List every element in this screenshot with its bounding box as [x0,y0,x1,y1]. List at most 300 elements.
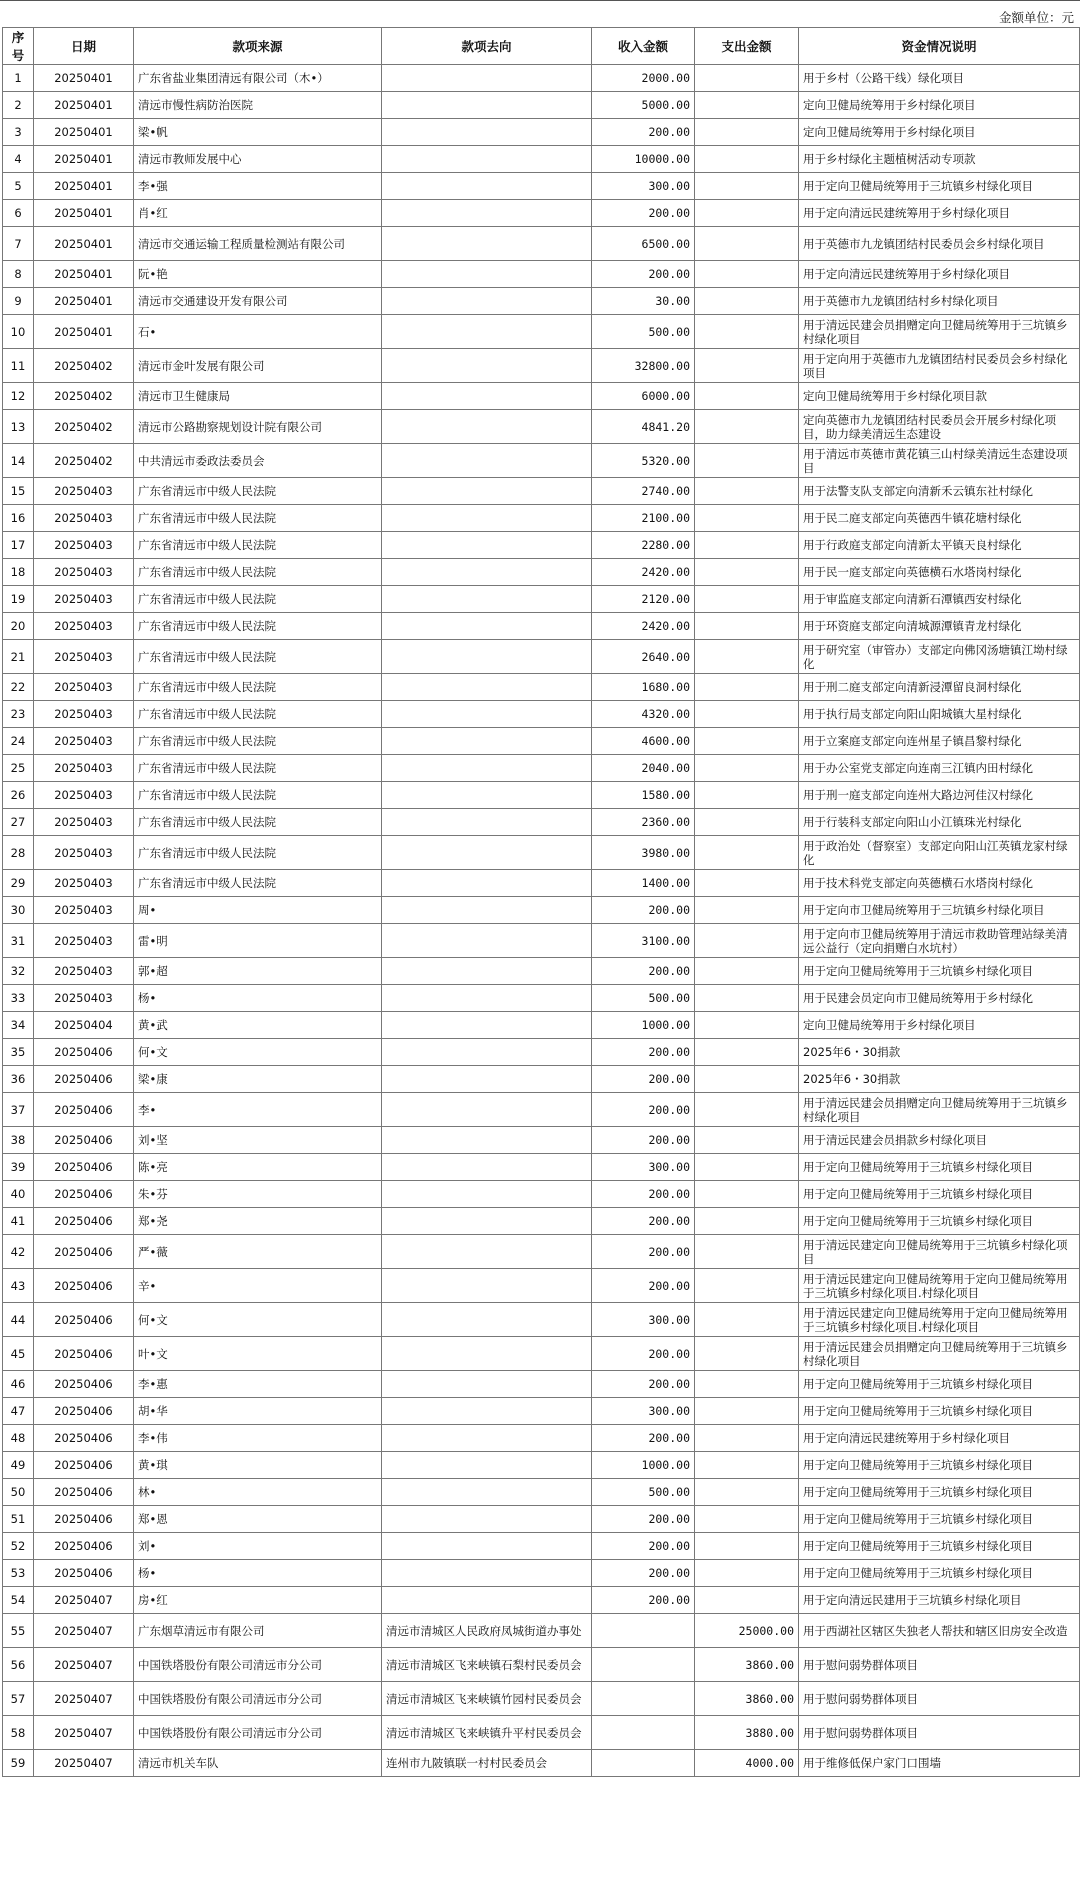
cell-description: 用于英德市九龙镇团结村乡村绿化项目 [799,288,1080,315]
cell-destination [382,701,592,728]
table-row [3,1093,1080,1127]
cell-description: 定向卫健局统筹用于乡村绿化项目 [799,1012,1080,1039]
cell-income: 200.00 [592,1337,695,1371]
cell-description: 用于定向卫健局统筹用于三坑镇乡村绿化项目 [799,1154,1080,1181]
cell-destination [382,1093,592,1127]
table-row [3,1066,1080,1093]
cell-expense [695,315,799,349]
cell-seq: 38 [3,1127,34,1154]
cell-source: 何•文 [134,1303,382,1337]
cell-seq: 59 [3,1750,34,1777]
cell-date: 20250406 [34,1154,134,1181]
cell-source: 广东烟草清远市有限公司 [134,1614,382,1648]
cell-destination [382,728,592,755]
cell-date: 20250407 [34,1750,134,1777]
cell-destination [382,65,592,92]
cell-expense [695,559,799,586]
table-row [3,1235,1080,1269]
cell-expense [695,1127,799,1154]
table-row [3,836,1080,870]
table-row [3,985,1080,1012]
cell-destination [382,559,592,586]
cell-seq: 5 [3,173,34,200]
cell-destination [382,1425,592,1452]
cell-description: 用于定向卫健局统筹用于三坑镇乡村绿化项目 [799,173,1080,200]
cell-income: 6500.00 [592,227,695,261]
cell-seq: 26 [3,782,34,809]
cell-destination [382,119,592,146]
cell-expense [695,1066,799,1093]
cell-destination [382,315,592,349]
cell-expense [695,119,799,146]
cell-destination [382,1039,592,1066]
cell-description: 用于乡村绿化主题植树活动专项款 [799,146,1080,173]
cell-expense: 3860.00 [695,1648,799,1682]
cell-destination [382,1012,592,1039]
cell-expense [695,532,799,559]
cell-destination: 清远市清城区飞来峡镇石梨村民委员会 [382,1648,592,1682]
header-source: 款项来源 [134,28,382,65]
cell-description: 用于刑一庭支部定向连州大路边河佳汉村绿化 [799,782,1080,809]
cell-expense [695,1337,799,1371]
cell-description: 用于技术科党支部定向英德横石水塔岗村绿化 [799,870,1080,897]
cell-income: 1000.00 [592,1012,695,1039]
cell-expense: 3880.00 [695,1716,799,1750]
cell-destination [382,92,592,119]
cell-source: 清远市教师发展中心 [134,146,382,173]
table-row [3,613,1080,640]
cell-seq: 12 [3,383,34,410]
cell-description: 用于定向清远民建统筹用于乡村绿化项目 [799,1425,1080,1452]
cell-seq: 28 [3,836,34,870]
table-row [3,559,1080,586]
cell-date: 20250403 [34,478,134,505]
cell-description: 用于行装科支部定向阳山小江镇珠光村绿化 [799,809,1080,836]
cell-seq: 35 [3,1039,34,1066]
cell-source: 肖•红 [134,200,382,227]
cell-date: 20250406 [34,1479,134,1506]
cell-description: 用于政治处（督察室）支部定向阳山江英镇龙家村绿化 [799,836,1080,870]
cell-date: 20250402 [34,410,134,444]
cell-date: 20250406 [34,1452,134,1479]
table-row [3,227,1080,261]
cell-expense [695,410,799,444]
cell-expense [695,444,799,478]
cell-income: 300.00 [592,1154,695,1181]
cell-date: 20250406 [34,1127,134,1154]
table-row [3,1039,1080,1066]
cell-destination [382,349,592,383]
cell-date: 20250403 [34,640,134,674]
cell-seq: 37 [3,1093,34,1127]
cell-description: 用于慰问弱势群体项目 [799,1716,1080,1750]
cell-expense [695,640,799,674]
cell-income: 2280.00 [592,532,695,559]
cell-income [592,1648,695,1682]
cell-seq: 54 [3,1587,34,1614]
table-row [3,1587,1080,1614]
cell-seq: 46 [3,1371,34,1398]
cell-date: 20250402 [34,349,134,383]
table-row [3,1303,1080,1337]
cell-source: 广东省清远市中级人民法院 [134,701,382,728]
cell-expense [695,870,799,897]
cell-date: 20250401 [34,315,134,349]
table-row [3,1560,1080,1587]
cell-date: 20250401 [34,65,134,92]
table-row [3,532,1080,559]
cell-date: 20250403 [34,674,134,701]
cell-expense [695,1506,799,1533]
cell-date: 20250403 [34,809,134,836]
cell-date: 20250402 [34,383,134,410]
cell-source: 郑•恩 [134,1506,382,1533]
cell-income: 200.00 [592,1560,695,1587]
cell-source: 房•红 [134,1587,382,1614]
cell-expense [695,505,799,532]
cell-income: 1680.00 [592,674,695,701]
cell-seq: 18 [3,559,34,586]
cell-seq: 19 [3,586,34,613]
cell-source: 胡•华 [134,1398,382,1425]
cell-description: 用于定向卫健局统筹用于三坑镇乡村绿化项目 [799,1533,1080,1560]
table-row [3,65,1080,92]
cell-income: 200.00 [592,1127,695,1154]
cell-expense [695,782,799,809]
cell-source: 李•强 [134,173,382,200]
cell-description: 用于清远民建定向卫健局统筹用于定向卫健局统筹用于三坑镇乡村绿化项目.村绿化项目 [799,1269,1080,1303]
cell-source: 广东省清远市中级人民法院 [134,782,382,809]
cell-description: 用于维修低保户家门口围墙 [799,1750,1080,1777]
cell-seq: 6 [3,200,34,227]
cell-description: 用于定向卫健局统筹用于三坑镇乡村绿化项目 [799,1506,1080,1533]
cell-date: 20250403 [34,586,134,613]
cell-description: 用于执行局支部定向阳山阳城镇大星村绿化 [799,701,1080,728]
cell-date: 20250403 [34,836,134,870]
table-row [3,782,1080,809]
cell-date: 20250401 [34,261,134,288]
cell-expense [695,985,799,1012]
cell-destination [382,532,592,559]
table-row [3,505,1080,532]
table-row [3,1127,1080,1154]
table-row [3,1750,1080,1777]
cell-date: 20250403 [34,870,134,897]
cell-destination [382,1398,592,1425]
cell-seq: 39 [3,1154,34,1181]
cell-source: 石• [134,315,382,349]
cell-income: 200.00 [592,1039,695,1066]
cell-source: 郭•超 [134,958,382,985]
cell-description: 用于定向清远民建统筹用于乡村绿化项目 [799,200,1080,227]
table-row [3,1648,1080,1682]
cell-destination [382,1303,592,1337]
cell-destination [382,870,592,897]
cell-source: 广东省清远市中级人民法院 [134,505,382,532]
cell-expense [695,349,799,383]
cell-destination: 清远市清城区人民政府凤城街道办事处 [382,1614,592,1648]
cell-seq: 10 [3,315,34,349]
cell-date: 20250406 [34,1560,134,1587]
cell-description: 用于定向卫健局统筹用于三坑镇乡村绿化项目 [799,1181,1080,1208]
cell-description: 用于行政庭支部定向清新太平镇天良村绿化 [799,532,1080,559]
table-row [3,119,1080,146]
cell-description: 定向英德市九龙镇团结村民委员会开展乡村绿化项目，助力绿美清远生态建设 [799,410,1080,444]
cell-source: 刘• [134,1533,382,1560]
cell-income: 3100.00 [592,924,695,958]
cell-destination [382,227,592,261]
cell-expense [695,897,799,924]
cell-income: 200.00 [592,261,695,288]
cell-expense [695,674,799,701]
cell-description: 用于定向卫健局统筹用于三坑镇乡村绿化项目 [799,1452,1080,1479]
cell-date: 20250403 [34,897,134,924]
cell-date: 20250406 [34,1235,134,1269]
cell-source: 杨• [134,985,382,1012]
cell-seq: 31 [3,924,34,958]
cell-source: 陈•亮 [134,1154,382,1181]
table-row [3,924,1080,958]
cell-expense [695,809,799,836]
cell-income: 500.00 [592,315,695,349]
table-row [3,1154,1080,1181]
cell-expense [695,1398,799,1425]
table-row [3,1614,1080,1648]
cell-source: 梁•康 [134,1066,382,1093]
cell-expense [695,958,799,985]
cell-income: 200.00 [592,1587,695,1614]
cell-seq: 40 [3,1181,34,1208]
table-row [3,640,1080,674]
cell-expense [695,1587,799,1614]
cell-date: 20250406 [34,1269,134,1303]
cell-destination [382,782,592,809]
cell-income: 4841.20 [592,410,695,444]
cell-source: 清远市金叶发展有限公司 [134,349,382,383]
cell-source: 广东省清远市中级人民法院 [134,755,382,782]
cell-date: 20250403 [34,924,134,958]
cell-date: 20250406 [34,1039,134,1066]
cell-income: 4320.00 [592,701,695,728]
cell-destination [382,261,592,288]
cell-description: 用于清远民建会员捐赠定向卫健局统筹用于三坑镇乡村绿化项目 [799,315,1080,349]
cell-income: 3980.00 [592,836,695,870]
cell-seq: 4 [3,146,34,173]
cell-source: 周• [134,897,382,924]
table-row [3,349,1080,383]
cell-description: 用于刑二庭支部定向清新浸潭留良洞村绿化 [799,674,1080,701]
cell-expense [695,92,799,119]
cell-seq: 47 [3,1398,34,1425]
cell-destination [382,924,592,958]
table-row [3,870,1080,897]
cell-date: 20250403 [34,755,134,782]
table-row [3,173,1080,200]
cell-destination [382,674,592,701]
table-row [3,1269,1080,1303]
cell-expense [695,1303,799,1337]
cell-income: 4600.00 [592,728,695,755]
cell-source: 广东省清远市中级人民法院 [134,586,382,613]
cell-date: 20250407 [34,1648,134,1682]
cell-date: 20250403 [34,958,134,985]
cell-date: 20250404 [34,1012,134,1039]
cell-income: 5320.00 [592,444,695,478]
cell-destination [382,444,592,478]
table-row [3,146,1080,173]
cell-source: 中国铁塔股份有限公司清远市分公司 [134,1716,382,1750]
cell-seq: 21 [3,640,34,674]
cell-source: 清远市卫生健康局 [134,383,382,410]
cell-seq: 25 [3,755,34,782]
cell-date: 20250406 [34,1093,134,1127]
cell-income: 6000.00 [592,383,695,410]
cell-source: 朱•芬 [134,1181,382,1208]
cell-source: 刘•坚 [134,1127,382,1154]
cell-destination [382,1452,592,1479]
cell-destination [382,958,592,985]
cell-source: 广东省清远市中级人民法院 [134,728,382,755]
cell-income: 2000.00 [592,65,695,92]
cell-expense [695,755,799,782]
cell-income: 2100.00 [592,505,695,532]
cell-description: 用于清远民建会员捐赠定向卫健局统筹用于三坑镇乡村绿化项目 [799,1093,1080,1127]
cell-destination [382,383,592,410]
cell-income [592,1750,695,1777]
cell-seq: 50 [3,1479,34,1506]
table-row [3,1181,1080,1208]
cell-destination [382,985,592,1012]
cell-expense [695,65,799,92]
cell-destination [382,897,592,924]
cell-description: 用于定向卫健局统筹用于三坑镇乡村绿化项目 [799,1371,1080,1398]
table-row [3,1371,1080,1398]
cell-expense [695,288,799,315]
cell-date: 20250403 [34,728,134,755]
cell-expense [695,200,799,227]
cell-description: 用于定向卫健局统筹用于三坑镇乡村绿化项目 [799,1208,1080,1235]
cell-seq: 27 [3,809,34,836]
cell-seq: 36 [3,1066,34,1093]
cell-description: 用于研究室（审管办）支部定向佛冈汤塘镇江坳村绿化 [799,640,1080,674]
header-income: 收入金额 [592,28,695,65]
table-row [3,261,1080,288]
cell-description: 用于民建会员定向市卫健局统筹用于乡村绿化 [799,985,1080,1012]
cell-description: 用于环资庭支部定向清城源潭镇青龙村绿化 [799,613,1080,640]
cell-destination [382,288,592,315]
cell-date: 20250406 [34,1371,134,1398]
cell-description: 用于审监庭支部定向清新石潭镇西安村绿化 [799,586,1080,613]
cell-description: 用于慰问弱势群体项目 [799,1682,1080,1716]
table-body [3,65,1080,1777]
cell-date: 20250403 [34,701,134,728]
cell-destination [382,1560,592,1587]
cell-expense: 3860.00 [695,1682,799,1716]
cell-income: 5000.00 [592,92,695,119]
cell-expense [695,1208,799,1235]
cell-expense [695,1154,799,1181]
cell-seq: 32 [3,958,34,985]
cell-income: 2420.00 [592,613,695,640]
cell-expense [695,836,799,870]
cell-expense [695,227,799,261]
cell-destination [382,613,592,640]
cell-date: 20250403 [34,505,134,532]
cell-description: 用于定向卫健局统筹用于三坑镇乡村绿化项目 [799,958,1080,985]
cell-source: 黄•琪 [134,1452,382,1479]
table-row [3,1337,1080,1371]
cell-income: 500.00 [592,985,695,1012]
cell-income: 200.00 [592,1066,695,1093]
cell-destination [382,1154,592,1181]
cell-seq: 58 [3,1716,34,1750]
cell-seq: 17 [3,532,34,559]
cell-destination [382,586,592,613]
cell-income: 2120.00 [592,586,695,613]
table-row [3,1012,1080,1039]
cell-source: 李•伟 [134,1425,382,1452]
cell-expense [695,1235,799,1269]
cell-income: 200.00 [592,119,695,146]
header-expense: 支出金额 [695,28,799,65]
cell-source: 中共清远市委政法委员会 [134,444,382,478]
cell-description: 用于清远民建会员捐款乡村绿化项目 [799,1127,1080,1154]
cell-expense [695,728,799,755]
table-row [3,1682,1080,1716]
cell-date: 20250406 [34,1425,134,1452]
cell-source: 广东省清远市中级人民法院 [134,613,382,640]
cell-seq: 44 [3,1303,34,1337]
cell-source: 广东省清远市中级人民法院 [134,640,382,674]
cell-date: 20250401 [34,288,134,315]
cell-source: 梁•帆 [134,119,382,146]
cell-date: 20250403 [34,782,134,809]
cell-destination: 清远市清城区飞来峡镇升平村民委员会 [382,1716,592,1750]
cell-source: 广东省清远市中级人民法院 [134,532,382,559]
cell-destination [382,755,592,782]
cell-date: 20250401 [34,119,134,146]
cell-income: 200.00 [592,1371,695,1398]
cell-description: 用于西湖社区辖区失独老人帮扶和辖区旧房安全改造 [799,1614,1080,1648]
cell-source: 广东省清远市中级人民法院 [134,870,382,897]
cell-seq: 1 [3,65,34,92]
cell-income: 1000.00 [592,1452,695,1479]
cell-date: 20250406 [34,1506,134,1533]
cell-seq: 15 [3,478,34,505]
cell-date: 20250401 [34,173,134,200]
cell-destination [382,1479,592,1506]
cell-seq: 2 [3,92,34,119]
cell-income: 200.00 [592,200,695,227]
cell-description: 用于定向清远民建统筹用于乡村绿化项目 [799,261,1080,288]
cell-source: 清远市公路勘察规划设计院有限公司 [134,410,382,444]
cell-income: 1580.00 [592,782,695,809]
cell-description: 用于定向市卫健局统筹用于三坑镇乡村绿化项目 [799,897,1080,924]
cell-date: 20250401 [34,92,134,119]
cell-income: 10000.00 [592,146,695,173]
table-row [3,1208,1080,1235]
cell-expense [695,261,799,288]
cell-date: 20250403 [34,559,134,586]
cell-source: 清远市交通运输工程质量检测站有限公司 [134,227,382,261]
table-row [3,701,1080,728]
cell-expense [695,1269,799,1303]
cell-destination [382,1235,592,1269]
table-row [3,410,1080,444]
cell-source: 中国铁塔股份有限公司清远市分公司 [134,1682,382,1716]
cell-destination [382,1337,592,1371]
cell-date: 20250407 [34,1716,134,1750]
